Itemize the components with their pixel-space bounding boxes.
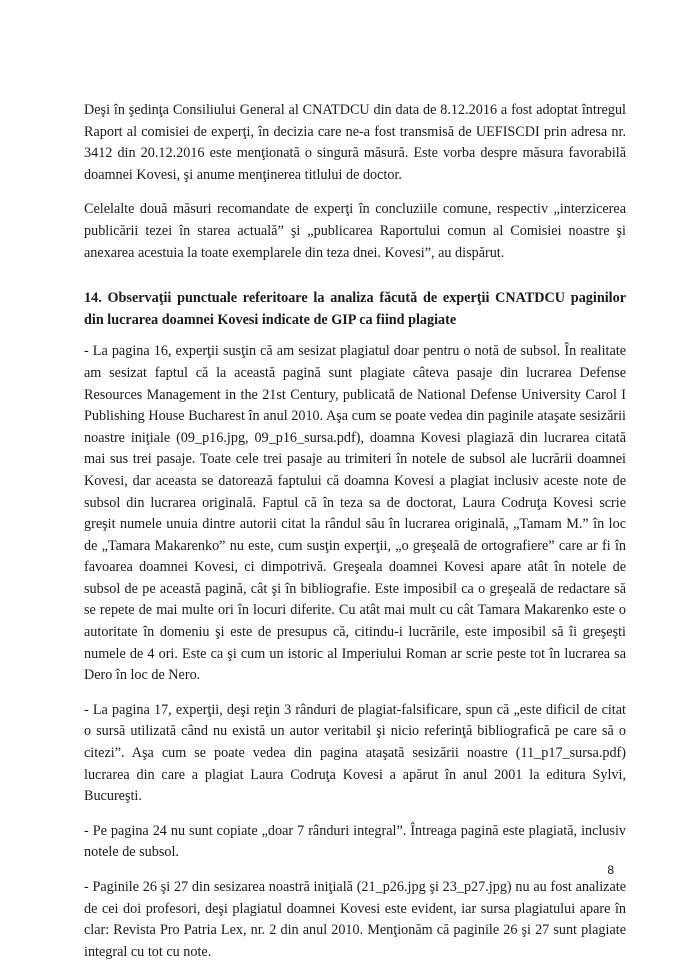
item-page-24: - Pe pagina 24 nu sunt copiate „doar 7 rânduri integral”. Întreaga pagină este plagiată, inclusiv notele de subsol. bbox=[84, 822, 626, 861]
page-number: 8 bbox=[607, 863, 614, 877]
paragraph-decision: Deşi în şedinţa Consiliului General al CNATDCU din data de 8.12.2016 a fost adoptat întregul Raport al comisiei de experţi, în decizia care ne-a fost transmisă de UEFISCDI prin adresa nr. 3412 din 20.12.2016 este menţionată o singură măsură. Este vorba despre măsura favorabilă doamnei Kovesi, şi anume menţinerea titlului de doctor. bbox=[84, 102, 626, 183]
item-page-16: - La pagina 16, experţii susţin că am sesizat plagiatul doar pentru o notă de subsol. În realitate am sesizat faptul că la această pagină sunt plagiate câteva pasaje din lucrarea Defense Resources Management in the 21st Century, publicată de National Defense University Carol I Publishing House Bucharest în anul 2010. Aşa cum se poate vedea din paginile ataşate sesizării noastre iniţiale (09_p16.jpg, 09_p16_sursa.pdf), doamna Kovesi plagiază din lucrarea citată mai sus trei pasaje. Toate cele trei pasaje au trimiteri în notele de subsol ale lucrării doamnei Kovesi, dar aceasta se datorează faptului că doamna Kovesi a plagiat inclusiv aceste note de subsol din lucrarea originală. Faptul că în teza sa de doctorat, Laura Codruţa Kovesi scrie greşit numele unuia dintre autorii citat la rândul său în lucrarea originală, „Tamam M.” în loc de „Tamara Makarenko” nu este, cum susţin experţii, „o greşeală de ortografiere” care ar fi în favoarea doamnei Kovesi, ci dimpotrivă. Greşeala doamnei Kovesi apare atât în notele de subsol de pe această pagină, cât şi în bibliografie. Este imposibil ca o greşeală de redactare să se repete de mai multe ori în locuri diferite. Cu atât mai mult cu cât Tamara Makarenko este o autoritate în domeniu şi este de presupus că, citindu-i lucrările, este imposibil să îi greşeşti numele de 4 ori. Este ca şi cum un istoric al Imperiului Roman ar scrie peste tot în lucrarea sa Dero în loc de Nero. bbox=[84, 343, 626, 684]
section-heading: 14. Observaţii punctuale referitoare la analiza făcută de experţii CNATDCU paginilor din lucrarea doamnei Kovesi indicate de GIP ca fiind plagiate bbox=[84, 290, 626, 328]
item-pages-26-27: - Paginile 26 şi 27 din sesizarea noastră iniţială (21_p26.jpg şi 23_p27.jpg) nu au fost analizate de cei doi profesori, deşi plagiatul doamnei Kovesi este evident, iar sursa plagiatului apare în clar: Revista Pro Patria Lex, nr. 2 din anul 2010. Menţionăm că paginile 26 şi 27 sunt plagiate integral cu tot cu note. bbox=[84, 879, 626, 960]
item-page-17: - La pagina 17, experţii, deşi reţin 3 rânduri de plagiat-falsificare, spun că „este dificil de citat o sursă utilizată când nu există un autor veritabil şi nicio referinţă bibliografică pe care să o citezi”. Aşa cum se poate vedea din pagina ataşată sesizării noastre (11_p17_sursa.pdf) lucrarea din care a plagiat Laura Codruţa Kovesi a apărut în anul 2001 la editura Sylvi, Bucureşti. bbox=[84, 701, 626, 805]
paragraph-missing-measures: Celelalte două măsuri recomandate de experţi în concluziile comune, respectiv „interzicerea publicării tezei în starea actuală” şi „publicarea Raportului comun al Comisiei noastre şi anexarea acestuia la toate exemplarele din teza dnei. Kovesi”, au dispărut. bbox=[84, 201, 626, 261]
